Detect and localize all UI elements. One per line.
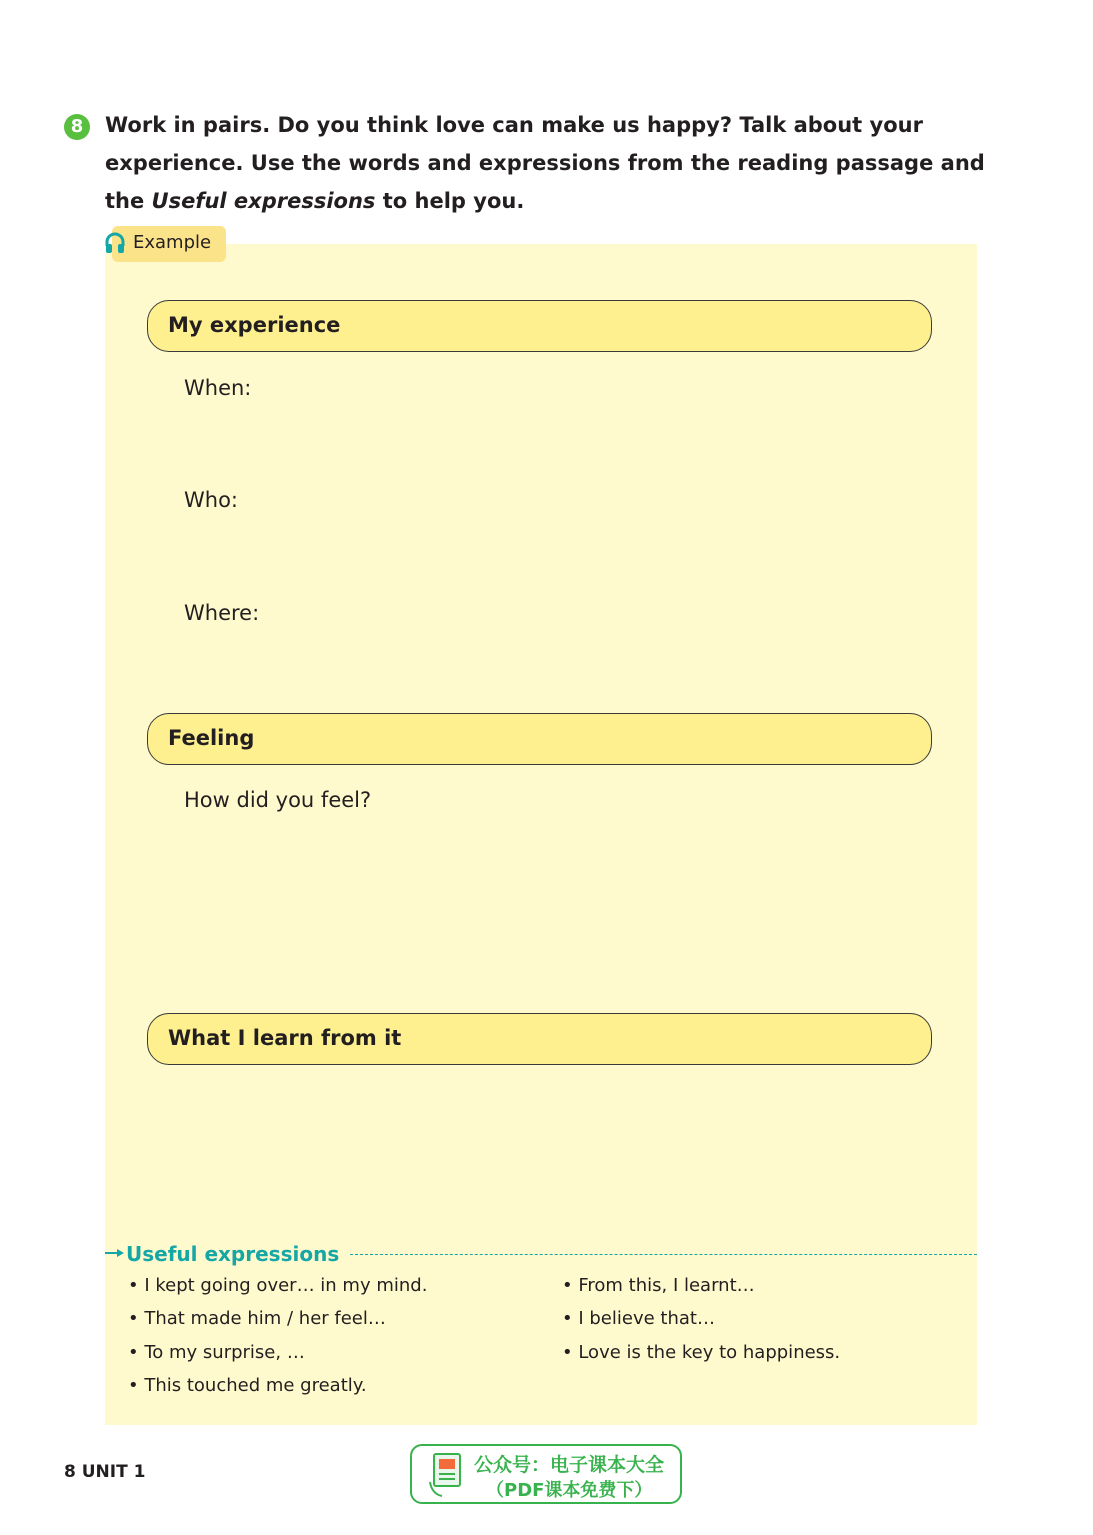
headphones-icon — [105, 232, 125, 254]
page-footer: 8 UNIT 1 — [64, 1462, 146, 1482]
arrow-icon — [105, 1248, 125, 1258]
prompt-feel: How did you feel? — [184, 788, 372, 812]
stamp-line-2: （PDF课本免费下） — [486, 1480, 653, 1501]
expression-item: • Love is the key to happiness. — [562, 1342, 841, 1363]
prompt-when: When: — [184, 376, 252, 400]
expression-item: • That made him / her feel… — [128, 1308, 386, 1329]
book-icon — [428, 1452, 464, 1498]
useful-expressions-title: Useful expressions — [126, 1242, 340, 1266]
expression-item: • This touched me greatly. — [128, 1375, 367, 1396]
task-number-badge: 8 — [64, 114, 90, 140]
example-label: Example — [133, 232, 212, 253]
stamp-line-1: 公众号：电子课本大全 — [474, 1454, 665, 1476]
expression-item: • To my surprise, … — [128, 1342, 305, 1363]
expression-item: • I kept going over… in my mind. — [128, 1275, 428, 1296]
section-bar-learn: What I learn from it — [147, 1013, 932, 1065]
expression-item: • I believe that… — [562, 1308, 715, 1329]
prompt-who: Who: — [184, 488, 238, 512]
prompt-where: Where: — [184, 601, 260, 625]
watermark-stamp — [410, 1444, 682, 1504]
section-bar-experience: My experience — [147, 300, 932, 352]
section-bar-feeling: Feeling — [147, 713, 932, 765]
task-instruction: Work in pairs. Do you think love can make us happy? Talk about your experience. Use the words and expressions from the reading passage and the Useful expressions to help you. — [105, 113, 985, 213]
expression-item: • From this, I learnt… — [562, 1275, 755, 1296]
useful-divider — [350, 1254, 977, 1255]
